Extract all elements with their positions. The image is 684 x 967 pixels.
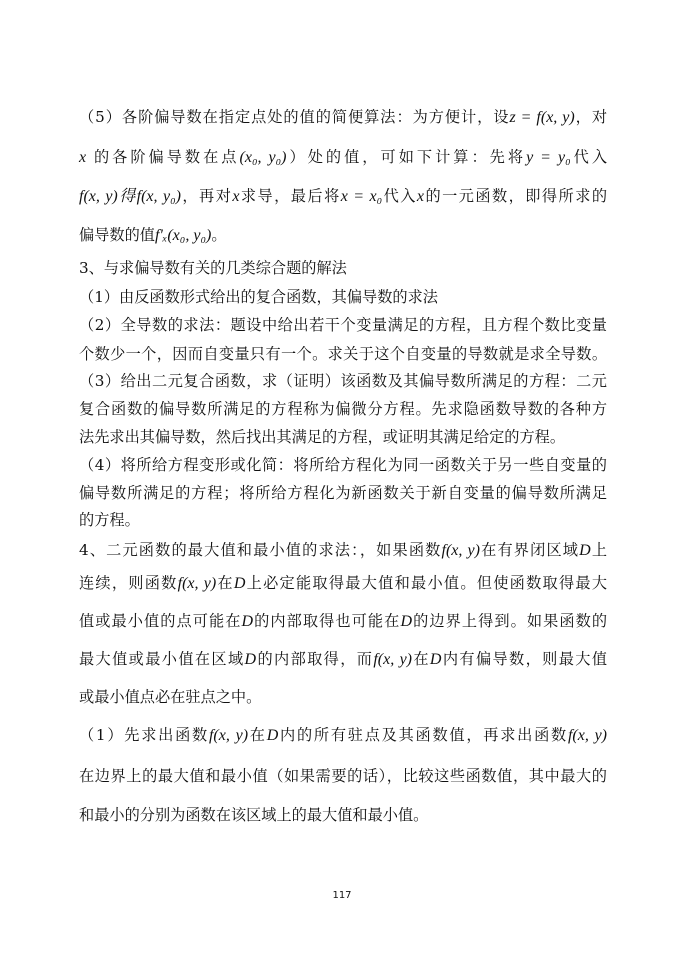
text-run: （3）给出二元复合函数，求（证明）该函数及其偏导数所满足的方程：二元 <box>79 372 607 390</box>
text-line <box>79 725 607 746</box>
text-run: 偏导数所满足的方程；将所给方程化为新函数关于新自变量的偏导数所满足 <box>79 484 607 502</box>
text-run: f(x, y) <box>177 575 217 592</box>
text-run: 在 <box>412 650 430 668</box>
text-run: 4、二元函数的最大值和最小值的求法：，如果函数 <box>79 541 442 559</box>
text-run: 的各阶偏导数在点 <box>86 148 240 166</box>
text-run: D <box>429 651 442 668</box>
text-run: 个数少一个，因而自变量只有一个。求关于这个自变量的导数就是求全导数。 <box>79 345 607 363</box>
text-run: 复合函数的偏导数所满足的方程称为偏微分方程。先求隐函数导数的各种方 <box>79 400 607 418</box>
text-run: 代入 <box>382 187 417 205</box>
text-run: D <box>400 613 412 630</box>
text-run: D <box>244 651 257 668</box>
text-run: （1）由反函数形式给出的复合函数，其偏导数的求法 <box>79 288 438 306</box>
text-run: f(x, y) <box>208 727 249 744</box>
text-line <box>79 687 607 707</box>
text-line <box>79 649 607 670</box>
text-line <box>79 147 607 168</box>
text-line <box>79 399 607 419</box>
text-run: 和最小的分别为函数在该区域上的最大值和最小值。 <box>79 806 429 824</box>
text-run: （4）将所给方程变形或化简：将所给方程化为同一函数关于另一些自变量的 <box>79 456 607 474</box>
text-line <box>79 371 607 391</box>
text-line <box>79 225 607 246</box>
text-line <box>79 455 607 475</box>
text-run: 的内部取得也可能在 <box>253 612 401 630</box>
text-run: D <box>266 727 279 744</box>
text-run: 上 <box>590 541 608 559</box>
text-run: 在 <box>248 726 267 744</box>
text-run: 法先求出其偏导数，然后找出其满足的方程，或证明其满足给定的方程。 <box>79 428 565 446</box>
text-run: y = y₀ <box>526 149 571 166</box>
text-run: z = f(x, y) <box>509 109 575 126</box>
text-run: 连续，则函数 <box>79 574 178 592</box>
text-line <box>79 344 607 364</box>
text-run: 上必定能取得最大值和最小值。但使函数取得最大 <box>245 574 608 592</box>
text-run: 在边界上的最大值和最小值（如果需要的话），比较这些函数值，其中最大的 <box>79 767 607 785</box>
text-run: f(x, y) <box>567 727 608 744</box>
text-run: 3、与求偏导数有关的几类综合题的解法 <box>79 259 347 277</box>
text-run: （1）先求出函数 <box>79 726 209 744</box>
text-run: f(x, y) <box>441 542 480 559</box>
text-run: x = x₀ <box>340 188 383 205</box>
text-run: 最大值或最小值在区域 <box>79 650 245 668</box>
text-run: 代入 <box>570 148 608 166</box>
text-run: ，对 <box>574 108 607 126</box>
text-line <box>79 315 607 335</box>
text-line <box>79 186 607 207</box>
text-run: 在有界闭区域 <box>479 541 580 559</box>
text-run: D <box>233 575 246 592</box>
text-line <box>79 287 607 307</box>
text-run: （5）各阶偏导数在指定点处的值的简便算法：为方便计，设 <box>79 108 510 126</box>
text-line <box>79 510 607 530</box>
text-run: （2）全导数的求法：题设中给出若干个变量满足的方程，且方程个数比变量 <box>79 316 607 334</box>
text-run: f(x, y) <box>373 651 412 668</box>
text-run: ）处的值，可如下计算：先将 <box>286 148 527 166</box>
text-run: 的边界上得到。如果函数的 <box>412 612 608 630</box>
text-line <box>79 483 607 503</box>
text-run: 在 <box>216 574 234 592</box>
text-run: x <box>416 188 425 205</box>
text-line <box>79 805 607 825</box>
text-run: 的一元函数，即得所求的 <box>424 187 608 205</box>
text-run: 求导，最后将 <box>239 187 341 205</box>
text-run: x <box>79 149 87 166</box>
text-line <box>79 427 607 447</box>
text-run: 的内部取得，而 <box>256 650 374 668</box>
text-run: 值或最小值的点可能在 <box>79 612 242 630</box>
text-line <box>79 107 607 128</box>
text-run: (x₀, y₀) <box>239 149 287 166</box>
text-run: 内的所有驻点及其函数值，再求出函数 <box>278 726 568 744</box>
text-run: 的方程。 <box>79 511 140 529</box>
text-line <box>79 573 607 594</box>
text-run: 或最小值点必在驻点之中。 <box>79 688 262 706</box>
text-line <box>79 766 607 786</box>
text-run: D <box>241 613 254 630</box>
text-run: ，再对 <box>180 187 233 205</box>
text-line <box>79 258 607 278</box>
text-run: f(x, y)得f(x, y₀) <box>79 188 181 205</box>
text-run: 内有偏导数，则最大值 <box>441 650 608 668</box>
text-run: D <box>579 542 591 559</box>
text-run: x <box>232 188 240 205</box>
text-line <box>79 611 607 632</box>
text-run: 偏导数的值 <box>79 226 155 244</box>
text-run: 。 <box>211 226 227 244</box>
text-line <box>79 540 607 561</box>
text-run: f'ₓ(x₀, y₀) <box>154 227 212 244</box>
page-number: 117 <box>332 890 352 901</box>
